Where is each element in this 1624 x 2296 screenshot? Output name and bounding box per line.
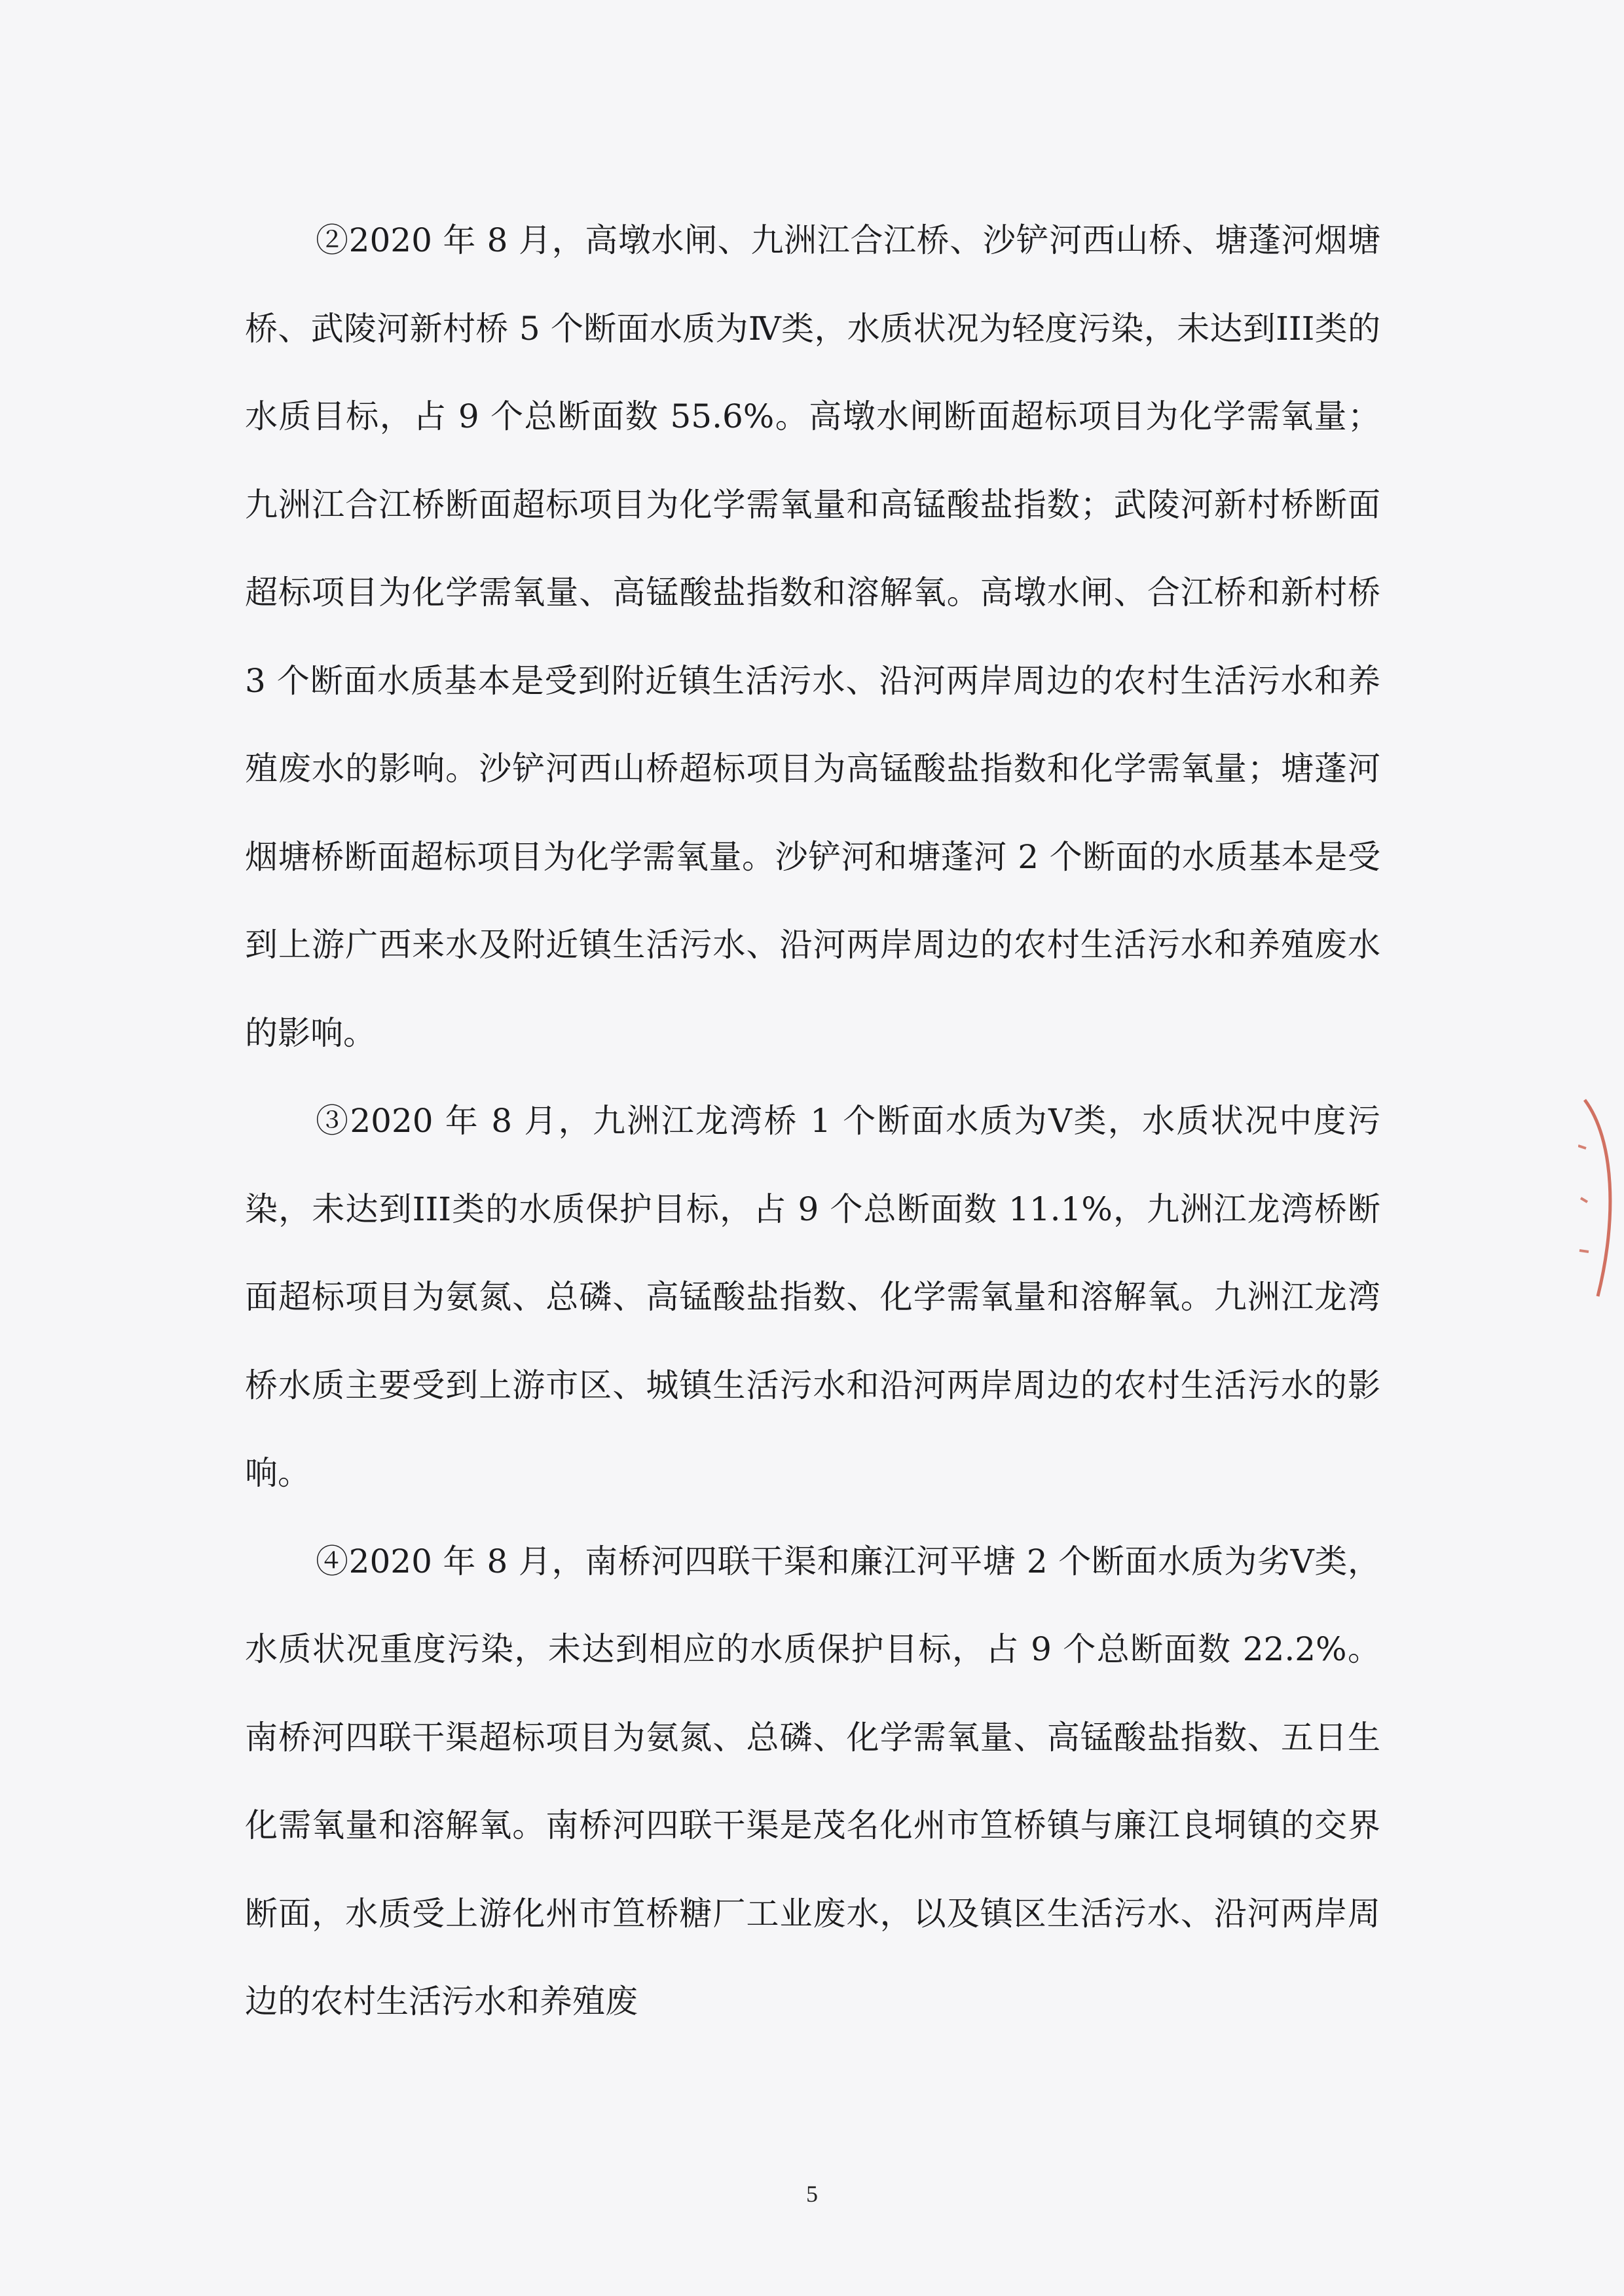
- paragraph-class-v: ③2020 年 8 月，九洲江龙湾桥 1 个断面水质为Ⅴ类，水质状况中度污染，未达到III类的水质保护目标，占 9 个总断面数 11.1%，九洲江龙湾桥断面超标项目为氨氮、总磷、高锰酸盐指数、化学需氧量和溶解氧。九洲江龙湾桥水质主要受到上游市区、城镇生活污水和沿河两岸周边的农村生活污水的影响。: [245, 1102, 1380, 1492]
- page-number: 5: [806, 2181, 818, 2207]
- seal-stamp-edge: [1578, 1087, 1624, 1309]
- paragraph-class-iv: ②2020 年 8 月，高墩水闸、九洲江合江桥、沙铲河西山桥、塘蓬河烟塘桥、武陵河新村桥 5 个断面水质为Ⅳ类，水质状况为轻度污染，未达到III类的水质目标，占 9 个总断面数 55.6%。高墩水闸断面超标项目为化学需氧量；九洲江合江桥断面超标项目为化学需氧量和高锰酸盐指数；武陵河新村桥断面超标项目为化学需氧量、高锰酸盐指数和溶解氧。高墩水闸、合江桥和新村桥 3 个断面水质基本是受到附近镇生活污水、沿河两岸周边的农村生活污水和养殖废水的影响。沙铲河西山桥超标项目为高锰酸盐指数和化学需氧量；塘蓬河烟塘桥断面超标项目为化学需氧量。沙铲河和塘蓬河 2 个断面的水质基本是受到上游广西来水及附近镇生活污水、沿河两岸周边的农村生活污水和养殖废水的影响。: [245, 221, 1380, 1052]
- body-text: [245, 196, 1380, 2046]
- paragraph-class-worse-than-v: ④2020 年 8 月，南桥河四联干渠和廉江河平塘 2 个断面水质为劣Ⅴ类，水质状况重度污染，未达到相应的水质保护目标，占 9 个总断面数 22.2%。南桥河四联干渠超标项目为氨氮、总磷、化学需氧量、高锰酸盐指数、五日生化需氧量和溶解氧。南桥河四联干渠是茂名化州市笪桥镇与廉江良垌镇的交界断面，水质受上游化州市笪桥糖厂工业废水，以及镇区生活污水、沿河两岸周边的农村生活污水和养殖废: [245, 1542, 1380, 2020]
